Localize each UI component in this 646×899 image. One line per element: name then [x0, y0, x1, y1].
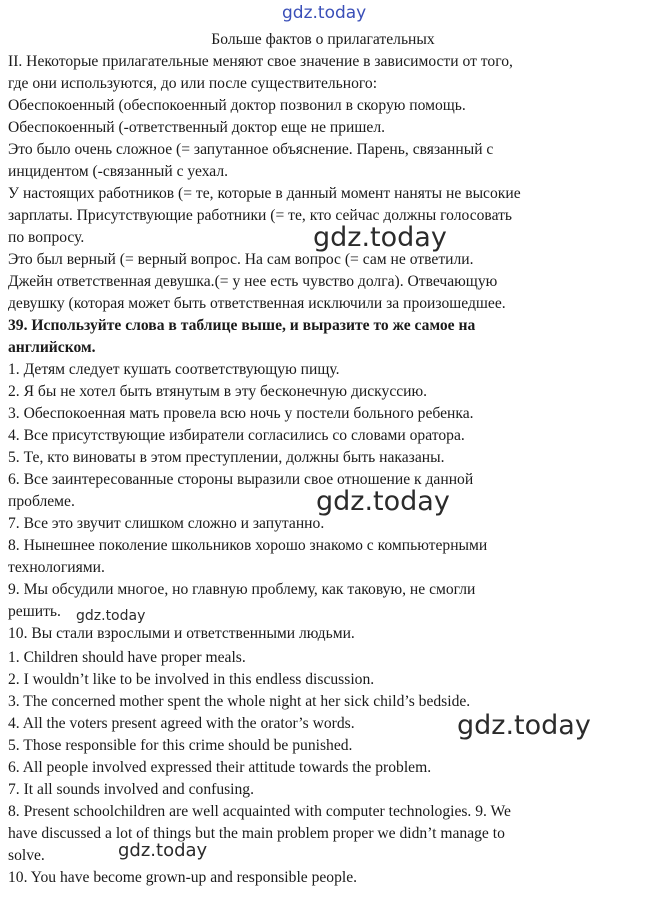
text-line: Джейн ответственная девушка.(= у нее есть чувство долга). Отвечающую — [8, 273, 498, 290]
text-line: проблеме. — [8, 493, 75, 510]
text-line: инцидентом (-связанный с уехал. — [8, 163, 229, 180]
text-line: Обеспокоенный (-ответственный доктор еще не пришел. — [8, 119, 386, 136]
text-line: 8. Нынешнее поколение школьников хорошо знакомо с компьютерными — [8, 537, 488, 554]
text-line: 3. Обеспокоенная мать провела всю ночь у постели больного ребенка. — [8, 405, 474, 422]
text-line: У настоящих работников (= те, которые в данный момент наняты не высокие — [8, 185, 521, 202]
text-line: 10. Вы стали взрослыми и ответственными людьми. — [8, 625, 355, 642]
text-line: Обеспокоенный (обеспокоенный доктор позвонил в скорую помощь. — [8, 97, 466, 114]
text-line: Это был верный (= верный вопрос. На сам вопрос (= сам не ответили. — [8, 251, 474, 268]
watermark: gdz.today — [316, 486, 450, 517]
watermark: gdz.today — [313, 222, 447, 253]
text-line: 6. Все заинтересованные стороны выразили свое отношение к данной — [8, 471, 474, 488]
text-line: 4. Все присутствующие избиратели согласились со словами оратора. — [8, 427, 465, 444]
answer-line: solve. — [8, 847, 45, 864]
answer-line: 10. You have become grown-up and responsible people. — [8, 869, 358, 886]
watermark: gdz.today — [457, 710, 591, 741]
text-line: технологиями. — [8, 559, 105, 576]
text-line: девушку (которая может быть ответственная исключили за произошедшее. — [8, 295, 506, 312]
text-line: где они используются, до или после существительного: — [8, 75, 378, 92]
exercise-heading: 39. Используйте слова в таблице выше, и выразите то же самое на — [8, 317, 476, 334]
watermark: gdz.today — [76, 608, 146, 624]
text-line: 5. Те, кто виноваты в этом преступлении, должны быть наказаны. — [8, 449, 445, 466]
text-line: 2. Я бы не хотел быть втянутым в эту бесконечную дискуссию. — [8, 383, 428, 400]
text-line: по вопросу. — [8, 229, 85, 246]
text-line: зарплаты. Присутствующие работники (= те, кто сейчас должны голосовать — [8, 207, 513, 224]
text-line: 1. Детям следует кушать соответствующую пищу. — [8, 361, 340, 378]
answer-line: 8. Present schoolchildren are well acquainted with computer technologies. 9. We — [8, 803, 511, 820]
text-line: решить. — [8, 603, 61, 620]
page-title: Больше фактов о прилагательных — [211, 31, 435, 48]
text-line: 7. Все это звучит слишком сложно и запутанно. — [8, 515, 325, 532]
answer-line: 4. All the voters present agreed with the orator’s words. — [8, 715, 355, 732]
watermark: gdz.today — [282, 3, 367, 23]
answer-line: 3. The concerned mother spent the whole night at her sick child’s bedside. — [8, 693, 471, 710]
answer-line: 5. Those responsible for this crime should be punished. — [8, 737, 353, 754]
answer-line: 7. It all sounds involved and confusing. — [8, 781, 255, 798]
text-line: II. Некоторые прилагательные меняют свое значение в зависимости от того, — [8, 53, 513, 70]
answer-line: have discussed a lot of things but the main problem proper we didn’t manage to — [8, 825, 505, 842]
answer-line: 6. All people involved expressed their attitude towards the problem. — [8, 759, 432, 776]
text-line: 9. Мы обсудили многое, но главную проблему, как таковую, не смогли — [8, 581, 476, 598]
text-line: Это было очень сложное (= запутанное объяснение. Парень, связанный с — [8, 141, 494, 158]
exercise-heading: английском. — [8, 339, 96, 356]
answer-line: 1. Children should have proper meals. — [8, 649, 246, 666]
answer-line: 2. I wouldn’t like to be involved in this endless discussion. — [8, 671, 375, 688]
watermark: gdz.today — [118, 840, 208, 861]
